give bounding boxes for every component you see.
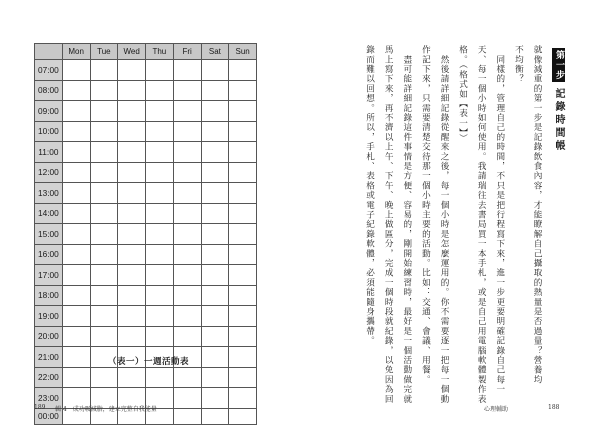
schedule-cell [173, 80, 201, 101]
article-column: 天、每一個小時如何使用。我請瑞往去書局買一本手札，或是自己用電腦軟體製作表 [476, 45, 487, 404]
schedule-cell [229, 60, 257, 81]
article-column: 然後請詳細記錄從醒來之後，每一個小時是怎麼運用的。你不需要逐一把每一個動 [439, 45, 449, 404]
schedule-cell [173, 121, 201, 142]
schedule-cell [146, 101, 174, 122]
schedule-cell [201, 408, 229, 424]
schedule-cell [62, 224, 90, 245]
schedule-cell [62, 367, 90, 388]
schedule-cell [90, 80, 118, 101]
schedule-cell [62, 203, 90, 224]
schedule-cell [173, 60, 201, 81]
time-label: 17:00 [35, 265, 63, 286]
schedule-cell [173, 162, 201, 183]
schedule-cell [201, 326, 229, 347]
schedule-cell [201, 183, 229, 204]
schedule-cell [229, 326, 257, 347]
article-column: 格。（格式如【表一】） [457, 45, 468, 144]
time-label: 20:00 [35, 326, 63, 347]
right-running-header: 心理輔助 [484, 406, 509, 413]
right-page-number: 188 [548, 404, 560, 411]
schedule-cell [90, 326, 118, 347]
time-label: 15:00 [35, 224, 63, 245]
time-label: 08:00 [35, 80, 63, 101]
table-row [35, 142, 257, 163]
schedule-cell [90, 162, 118, 183]
table-row [35, 101, 257, 122]
schedule-cell [118, 80, 146, 101]
table-row [35, 244, 257, 265]
schedule-cell [90, 244, 118, 265]
schedule-cell [173, 326, 201, 347]
schedule-cell [146, 265, 174, 286]
schedule-cell [62, 101, 90, 122]
table-row [35, 326, 257, 347]
schedule-cell [173, 203, 201, 224]
schedule-cell [62, 60, 90, 81]
schedule-cell [229, 306, 257, 327]
day-header-fri: Fri [173, 44, 201, 60]
time-label: 12:00 [35, 162, 63, 183]
schedule-cell [90, 367, 118, 388]
schedule-cell [201, 367, 229, 388]
left-page-number: 189 [34, 404, 46, 411]
schedule-cell [62, 162, 90, 183]
table-caption: （表一）一週活動表 [108, 357, 190, 367]
schedule-cell [229, 121, 257, 142]
schedule-cell [118, 183, 146, 204]
time-label: 21:00 [35, 347, 63, 368]
schedule-cell [229, 388, 257, 409]
table-header-row [35, 44, 257, 60]
schedule-cell [90, 265, 118, 286]
schedule-cell [201, 80, 229, 101]
schedule-cell [146, 203, 174, 224]
schedule-cell [201, 142, 229, 163]
time-label: 14:00 [35, 203, 63, 224]
table-row [35, 265, 257, 286]
schedule-cell [146, 142, 174, 163]
schedule-cell [173, 244, 201, 265]
schedule-cell [118, 367, 146, 388]
step-badge: 第一步 [554, 50, 564, 80]
schedule-cell [118, 142, 146, 163]
day-header-sat: Sat [201, 44, 229, 60]
schedule-cell [90, 101, 118, 122]
schedule-cell [118, 121, 146, 142]
schedule-cell [118, 224, 146, 245]
schedule-cell [229, 408, 257, 424]
schedule-cell [62, 142, 90, 163]
day-header-mon: Mon [62, 44, 90, 60]
schedule-cell [90, 203, 118, 224]
schedule-cell [173, 183, 201, 204]
schedule-cell [229, 347, 257, 368]
schedule-cell [146, 80, 174, 101]
table-row [35, 203, 257, 224]
schedule-cell [201, 224, 229, 245]
schedule-cell [90, 306, 118, 327]
schedule-cell [62, 347, 90, 368]
schedule-cell [146, 285, 174, 306]
schedule-cell [62, 285, 90, 306]
schedule-cell [118, 306, 146, 327]
schedule-cell [62, 306, 90, 327]
table-row [35, 183, 257, 204]
schedule-cell [118, 162, 146, 183]
time-label: 13:00 [35, 183, 63, 204]
time-label: 10:00 [35, 121, 63, 142]
schedule-cell [146, 183, 174, 204]
schedule-cell [62, 326, 90, 347]
schedule-cell [118, 203, 146, 224]
schedule-cell [146, 162, 174, 183]
time-label: 11:00 [35, 142, 63, 163]
schedule-cell [173, 367, 201, 388]
table-row [35, 367, 257, 388]
schedule-cell [62, 244, 90, 265]
time-label: 23:00 [35, 388, 63, 409]
schedule-cell [146, 244, 174, 265]
schedule-cell [90, 183, 118, 204]
schedule-cell [201, 285, 229, 306]
schedule-cell [90, 142, 118, 163]
schedule-cell [201, 162, 229, 183]
schedule-cell [201, 347, 229, 368]
schedule-cell [173, 388, 201, 409]
table-row [35, 285, 257, 306]
left-running-header: 輯 4 成功吸減脂，建立完整自我能量 [55, 406, 157, 413]
schedule-cell [201, 306, 229, 327]
table-row [35, 224, 257, 245]
step-title: 記錄時間帳 [553, 88, 564, 153]
schedule-cell [118, 244, 146, 265]
schedule-cell [173, 285, 201, 306]
schedule-cell [229, 285, 257, 306]
schedule-cell [229, 142, 257, 163]
table-row [35, 121, 257, 142]
schedule-cell [201, 121, 229, 142]
schedule-cell [146, 60, 174, 81]
day-header-sun: Sun [229, 44, 257, 60]
article-column: 盡可能詳細記錄這件事情是方便、容易的，剛開始練習時，最好是一個活動做完就 [401, 45, 412, 404]
schedule-cell [118, 101, 146, 122]
schedule-cell [229, 224, 257, 245]
schedule-cell [62, 121, 90, 142]
schedule-cell [201, 265, 229, 286]
schedule-cell [201, 60, 229, 81]
schedule-cell [201, 101, 229, 122]
schedule-cell [201, 203, 229, 224]
article-column: 錄而難以回想。所以，手札、表格或電子紀錄軟體，必須能隨身攜帶。 [364, 45, 375, 346]
schedule-cell [229, 101, 257, 122]
schedule-cell [62, 80, 90, 101]
schedule-cell [90, 121, 118, 142]
schedule-cell [146, 306, 174, 327]
schedule-cell [118, 60, 146, 81]
time-label: 07:00 [35, 60, 63, 81]
schedule-cell [118, 285, 146, 306]
day-header-tue: Tue [90, 44, 118, 60]
schedule-cell [201, 388, 229, 409]
schedule-cell [146, 224, 174, 245]
day-header-wed: Wed [118, 44, 146, 60]
schedule-cell [173, 224, 201, 245]
table-row [35, 162, 257, 183]
schedule-cell [62, 183, 90, 204]
schedule-cell [173, 265, 201, 286]
schedule-cell [173, 101, 201, 122]
schedule-cell [229, 162, 257, 183]
article-column: 同樣的，管理自己的時間，不只是把行程寫下來，進一步更要明確記錄自己每一 [494, 45, 505, 395]
weekly-activity-table [34, 43, 257, 425]
article-column: 不均衡？ [513, 45, 524, 84]
time-label: 19:00 [35, 306, 63, 327]
schedule-cell [201, 244, 229, 265]
time-label: 09:00 [35, 101, 63, 122]
schedule-cell [90, 224, 118, 245]
time-label: 22:00 [35, 367, 63, 388]
article-column: 就像減重的第一步是記錄飲食內容，才能瞭解自己攝取的熱量是否過量？營養均 [532, 45, 542, 385]
schedule-cell [229, 80, 257, 101]
schedule-cell [173, 142, 201, 163]
schedule-cell [118, 265, 146, 286]
day-header-thu: Thu [146, 44, 174, 60]
schedule-cell [146, 326, 174, 347]
schedule-cell [118, 326, 146, 347]
table-row [35, 60, 257, 81]
table-corner-cell [35, 44, 63, 60]
article-column: 作記下來，只需要清楚交待那一個小時主要的活動。比如：交通、會議、用餐。 [420, 45, 431, 385]
schedule-cell [90, 60, 118, 81]
schedule-cell [173, 408, 201, 424]
schedule-cell [229, 367, 257, 388]
schedule-cell [146, 121, 174, 142]
time-label: 18:00 [35, 285, 63, 306]
schedule-cell [173, 306, 201, 327]
schedule-cell [146, 367, 174, 388]
article-column: 馬上寫下來，再不濟以上午、下午、晚上做區分，完成一個時段就紀錄，以免因為回 [383, 45, 394, 404]
time-label: 16:00 [35, 244, 63, 265]
time-label: 00:00 [35, 408, 63, 424]
schedule-cell [229, 265, 257, 286]
schedule-cell [229, 244, 257, 265]
schedule-cell [229, 203, 257, 224]
schedule-cell [90, 285, 118, 306]
table-row [35, 306, 257, 327]
schedule-cell [62, 265, 90, 286]
schedule-cell [229, 183, 257, 204]
table-row [35, 80, 257, 101]
